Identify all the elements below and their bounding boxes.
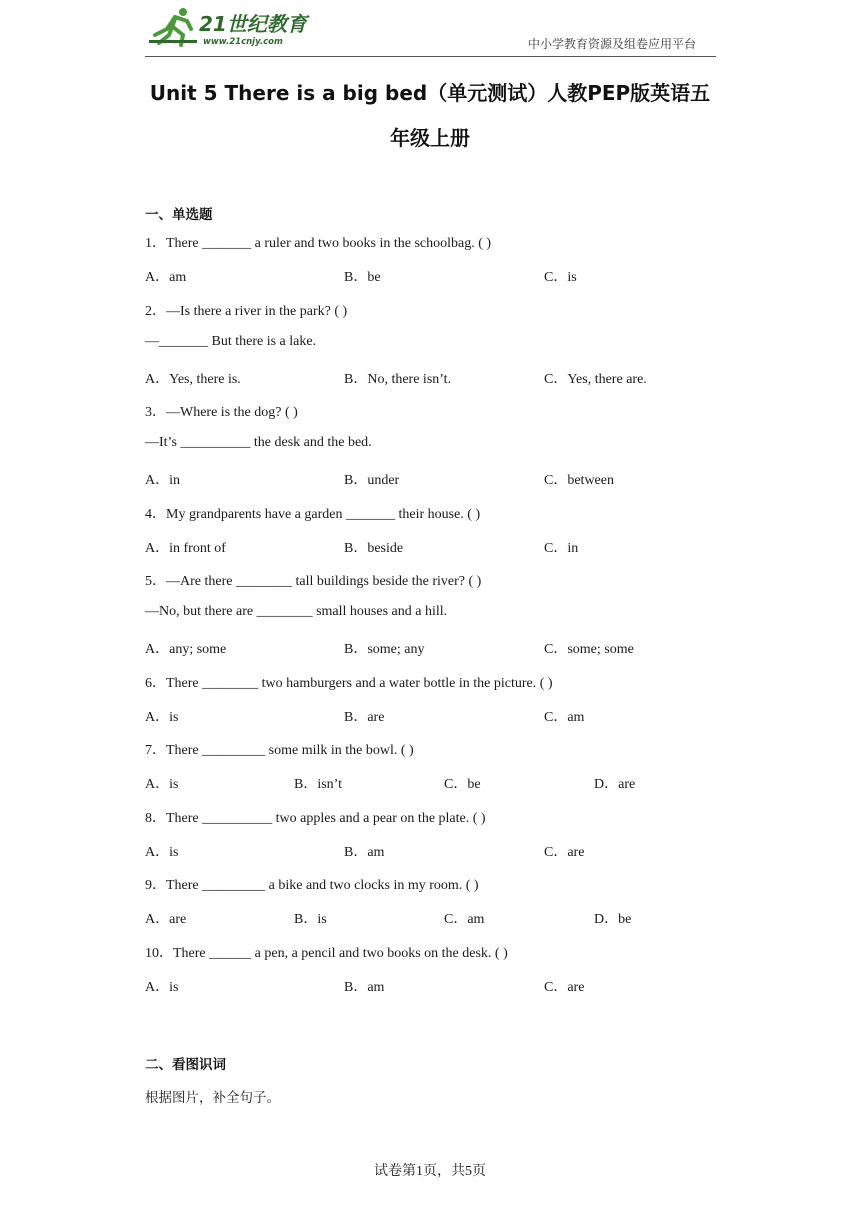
question-7: 7．There _________ some milk in the bowl. ( ) [145,743,414,758]
question-10: 10．There ______ a pen, a pencil and two books on the desk. ( ) [145,946,508,961]
question-2: 2．—Is there a river in the park? ( ) [145,304,348,319]
q9-option-a: A．are [145,912,187,927]
question-6: 6．There ________ two hamburgers and a water bottle in the picture. ( ) [145,676,553,691]
q1-option-c: C．is [544,270,577,285]
question-1: 1．There _______ a ruler and two books in the schoolbag. ( ) [145,236,492,251]
q7-option-c: C．be [444,777,481,792]
q2-option-c: C．Yes, there are. [544,372,647,387]
q10-option-c: C．are [544,980,585,995]
q2-option-b: B．No, there isn’t. [344,372,452,387]
q5-option-c: C．some; some [544,642,634,657]
section-heading-2: 二、看图识词 [145,1057,226,1073]
q1-option-b: B．be [344,270,381,285]
q9-option-b: B．is [294,912,327,927]
q3-option-b: B．under [344,473,400,488]
q7-option-a: A．is [145,777,179,792]
question-3: 3．—Where is the dog? ( ) [145,405,298,420]
q5-option-a: A．any; some [145,642,227,657]
question-2-line-2: —_______ But there is a lake. [145,334,317,349]
q7-option-d: D．are [594,777,636,792]
page-header [145,0,716,57]
logo-text: 21世纪教育 [199,12,307,36]
q1-option-a: A．am [145,270,187,285]
logo-21cnjy [147,5,317,47]
q7-option-b: B．isn’t [294,777,342,792]
logo-url: www.21cnjy.com [203,37,283,47]
section-2-instruction: 根据图片，补全句子。 [145,1090,280,1106]
q4-option-a: A．in front of [145,541,226,556]
question-8: 8．There __________ two apples and a pear on the plate. ( ) [145,811,486,826]
q2-option-a: A．Yes, there is. [145,372,241,387]
q4-option-b: B．beside [344,541,404,556]
page-footer: 试卷第1页，共5页 [374,1164,486,1179]
q3-option-c: C．between [544,473,614,488]
q6-option-c: C．am [544,710,585,725]
q10-option-b: B．am [344,980,385,995]
q10-option-a: A．is [145,980,179,995]
question-5: 5．—Are there ________ tall buildings beside the river? ( ) [145,574,482,589]
q9-option-d: D．be [594,912,632,927]
page-title [120,72,740,160]
section-heading-1: 一、单选题 [145,207,213,223]
q6-option-a: A．is [145,710,179,725]
question-5-line-2: —No, but there are ________ small houses and a hill. [145,604,448,619]
question-9: 9．There _________ a bike and two clocks in my room. ( ) [145,878,479,893]
title-line-2: 年级上册 [390,126,470,150]
q5-option-b: B．some; any [344,642,425,657]
question-3-line-2: —It’s __________ the desk and the bed. [145,435,372,450]
question-4: 4．My grandparents have a garden _______ their house. ( ) [145,507,481,522]
q4-option-c: C．in [544,541,579,556]
q9-option-c: C．am [444,912,485,927]
q3-option-a: A．in [145,473,180,488]
q8-option-a: A．is [145,845,179,860]
q6-option-b: B．are [344,710,385,725]
site-name: 中小学教育资源及组卷应用平台 [527,37,696,51]
title-line-1: Unit 5 There is a big bed（单元测试）人教PEP版英语五 [149,81,711,105]
q8-option-b: B．am [344,845,385,860]
q8-option-c: C．are [544,845,585,860]
